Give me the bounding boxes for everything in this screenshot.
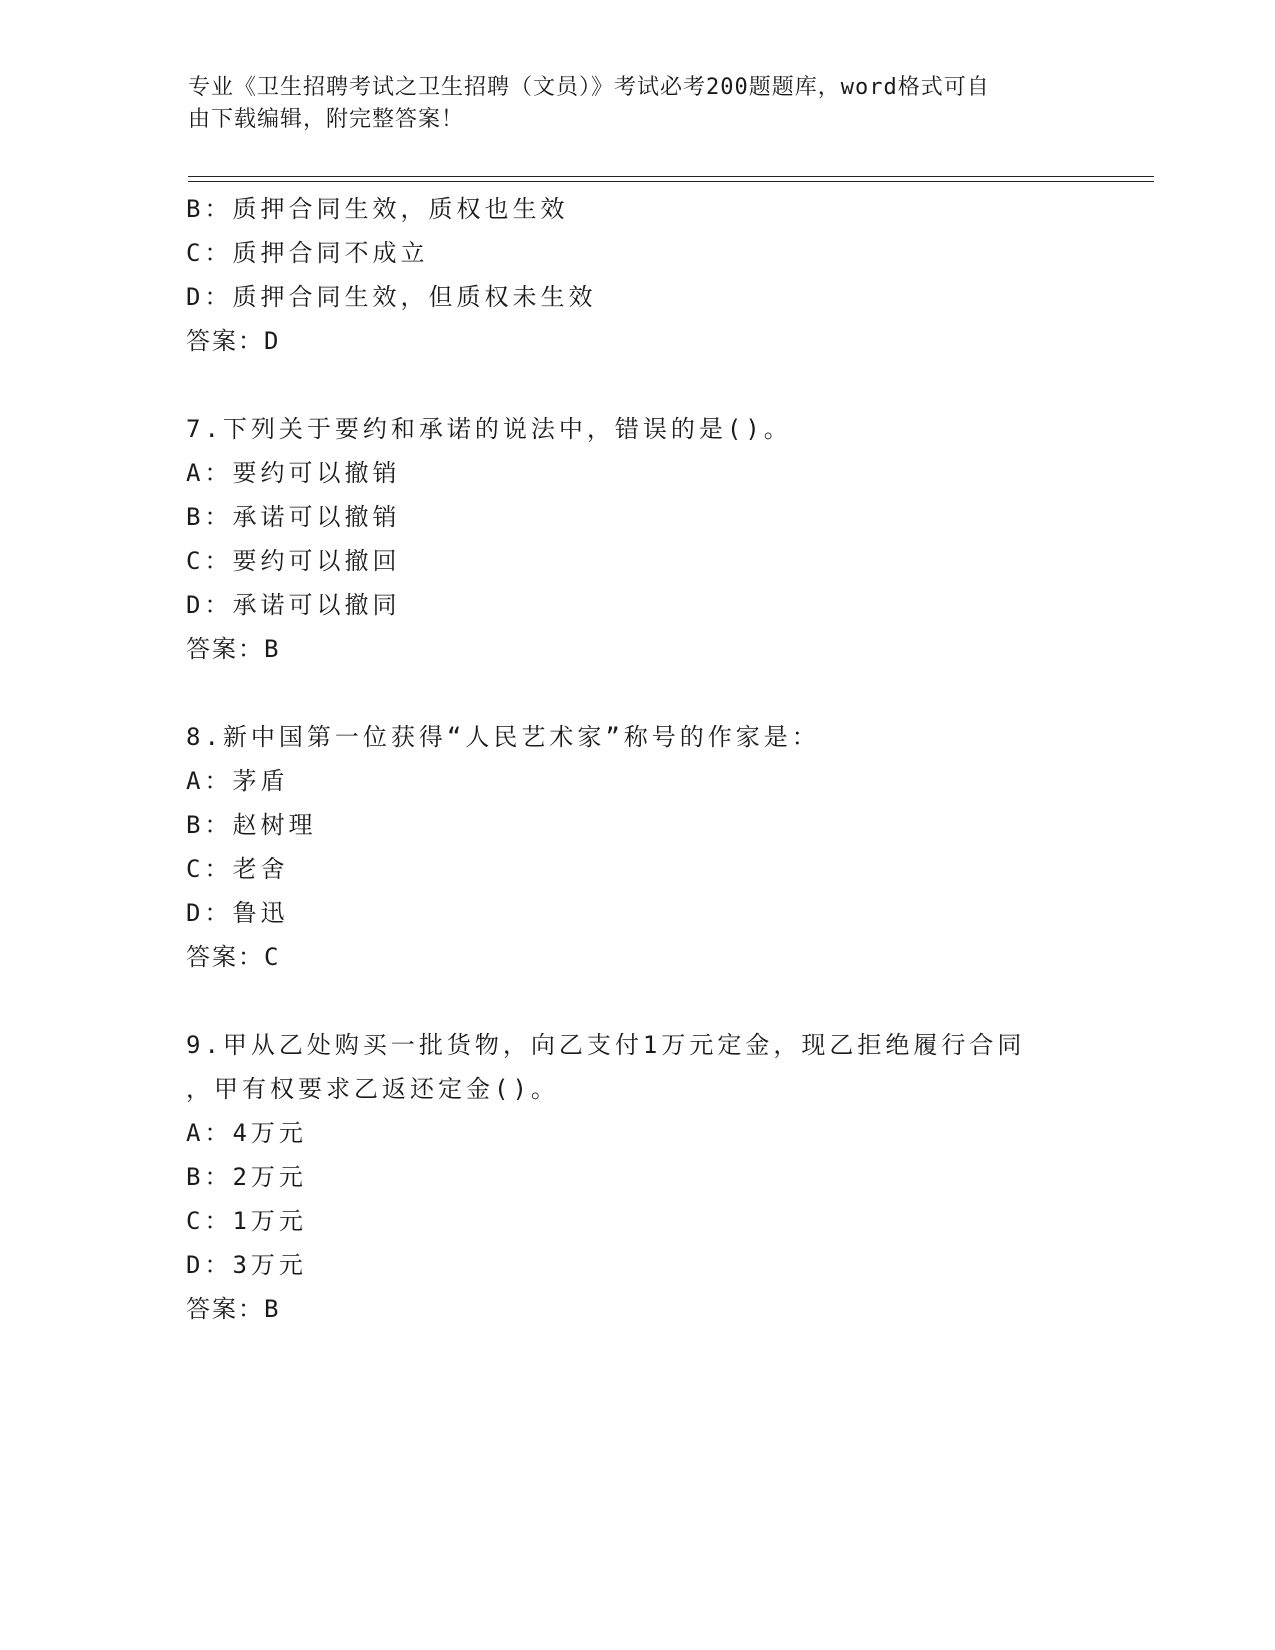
option-d: D：承诺可以撤同 (186, 591, 401, 619)
header-line-2: 由下载编辑，附完整答案！ (188, 107, 465, 132)
answer: 答案：C (186, 943, 281, 971)
document-header (188, 72, 1088, 136)
header-divider-top (188, 176, 1154, 177)
option-b: B：质押合同生效，质权也生效 (186, 195, 569, 223)
option-b: B：赵树理 (186, 811, 317, 839)
answer: 答案：B (186, 1295, 281, 1323)
option-c: C：质押合同不成立 (186, 239, 429, 267)
option-d: D：质押合同生效，但质权未生效 (186, 283, 597, 311)
option-a: A：4万元 (186, 1119, 307, 1147)
option-c: C：老舍 (186, 855, 289, 883)
question-stem: 9.甲从乙处购买一批货物，向乙支付1万元定金，现乙拒绝履行合同 (186, 1031, 1026, 1059)
answer: 答案：B (186, 635, 281, 663)
question-stem: 8.新中国第一位获得“人民艺术家”称号的作家是： (186, 723, 820, 751)
option-b: B：承诺可以撤销 (186, 503, 401, 531)
option-c: C：1万元 (186, 1207, 307, 1235)
option-d: D：3万元 (186, 1251, 307, 1279)
question-stem-continued: ，甲有权要求乙返还定金()。 (186, 1075, 559, 1103)
option-c: C：要约可以撤回 (186, 547, 401, 575)
option-b: B：2万元 (186, 1163, 307, 1191)
header-divider-bottom (188, 181, 1154, 182)
option-a: A：要约可以撤销 (186, 459, 401, 487)
question-stem: 7.下列关于要约和承诺的说法中，错误的是()。 (186, 415, 792, 443)
header-line-1: 专业《卫生招聘考试之卫生招聘（文员）》考试必考200题题库，word格式可自 (188, 75, 990, 100)
option-a: A：茅盾 (186, 767, 289, 795)
answer: 答案：D (186, 327, 281, 355)
option-d: D：鲁迅 (186, 899, 289, 927)
